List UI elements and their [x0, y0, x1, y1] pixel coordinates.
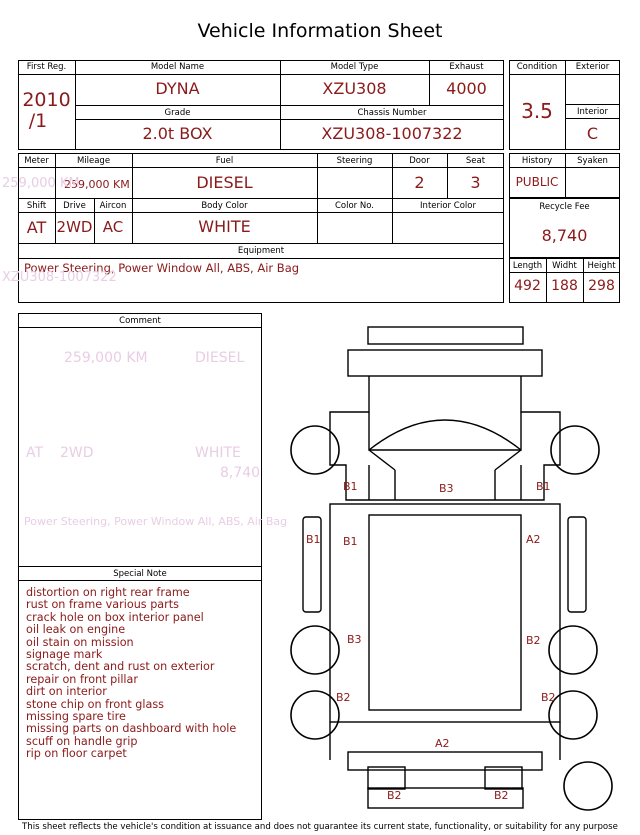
wheel — [549, 626, 597, 674]
length-label: Length — [512, 261, 543, 271]
exterior-label: Exterior — [575, 62, 610, 72]
damage-label: B2 — [336, 691, 351, 704]
mileage-value: 259,000 KM — [64, 178, 130, 191]
damage-label: B2 — [387, 789, 402, 802]
body-color-label: Body Color — [201, 201, 248, 211]
ghost-text: Power Steering, Power Window All, ABS, Air Bag — [24, 515, 288, 528]
damage-label: A2 — [435, 737, 450, 750]
interior-label: Interior — [576, 107, 608, 117]
disclaimer-footer: This sheet reflects the vehicle's condition at issuance and does not guarantee its current state, functionality, or suitability for any purpose — [22, 822, 618, 832]
damage-label: B2 — [494, 789, 509, 802]
grade-label: Grade — [164, 108, 191, 118]
side-guard — [568, 517, 586, 612]
cab-pillar — [369, 450, 395, 470]
damage-label: B2 — [541, 691, 556, 704]
roof-panel — [368, 327, 523, 344]
ghost-text: 259,000 KM — [2, 176, 80, 191]
fuel-value: DIESEL — [196, 173, 253, 192]
wheel — [291, 426, 339, 474]
windshield — [369, 420, 521, 450]
ghost-text: XZU308-1007322 — [2, 270, 117, 285]
ghost-text: AT — [26, 445, 44, 461]
recycle-fee-value: 8,740 — [541, 226, 588, 245]
special-note-item: scuff on handle grip — [26, 734, 138, 748]
page-title: Vehicle Information Sheet — [197, 20, 443, 42]
special-note-item: repair on front pillar — [26, 672, 139, 686]
side-guard — [303, 517, 321, 612]
grade-value: 2.0t BOX — [142, 124, 213, 143]
special-note-item: rust on frame various parts — [26, 598, 179, 612]
model-name-value: DYNA — [155, 79, 200, 98]
height-value: 298 — [588, 278, 615, 294]
height-label: Height — [587, 261, 616, 271]
length-value: 492 — [514, 278, 541, 294]
aircon-label: Aircon — [99, 201, 127, 211]
wheel — [291, 691, 339, 739]
damage-label: B3 — [439, 482, 454, 495]
interior-color-label: Interior Color — [420, 201, 476, 211]
special-note-item: rip on floor carpet — [26, 747, 127, 761]
ghost-text: 8,740 — [220, 465, 261, 481]
front-bumper — [348, 350, 542, 376]
damage-label: B1 — [343, 535, 358, 548]
exhaust-value: 4000 — [446, 79, 487, 98]
wheel — [549, 691, 597, 739]
first-reg-year: 2010 — [22, 89, 71, 111]
special-note-item: oil leak on engine — [26, 623, 126, 637]
seat-label: Seat — [465, 156, 486, 166]
special-note-item: signage mark — [26, 648, 103, 662]
interior-value: C — [586, 124, 599, 143]
damage-label: B1 — [536, 480, 551, 493]
cargo-floor — [369, 515, 521, 710]
wheel — [291, 626, 339, 674]
special-notes-list — [26, 587, 236, 761]
chassis-number-value: XZU308-1007322 — [321, 124, 463, 143]
special-note-item: missing parts on dashboard with hole — [26, 722, 237, 736]
meter-label: Meter — [24, 156, 49, 166]
special-note-item: oil stain on mission — [26, 635, 134, 649]
ghost-text: 2WD — [60, 445, 94, 461]
cab-front — [369, 412, 521, 450]
damage-label: B1 — [306, 533, 321, 546]
ghost-text: WHITE — [195, 445, 241, 461]
condition-value: 3.5 — [521, 99, 553, 123]
damage-label: A2 — [526, 533, 541, 546]
recycle-fee-label: Recycle Fee — [539, 202, 590, 212]
damage-label: B1 — [343, 480, 358, 493]
special-note-label: Special Note — [113, 569, 167, 579]
history-label: History — [521, 156, 553, 166]
width-value: 188 — [551, 278, 578, 294]
door-label: Door — [409, 156, 430, 166]
damage-label: B3 — [347, 633, 362, 646]
body-color-value: WHITE — [198, 217, 251, 236]
special-note-item: distortion on right rear frame — [26, 586, 190, 599]
fuel-label: Fuel — [215, 156, 234, 166]
comment-label: Comment — [119, 316, 161, 326]
shift-value: AT — [26, 218, 47, 237]
wheel — [551, 426, 599, 474]
damage-label: B2 — [526, 634, 541, 647]
door-value: 2 — [414, 173, 425, 192]
ghost-text: DIESEL — [195, 350, 245, 366]
model-name-label: Model Name — [150, 62, 205, 72]
first-reg-label: First Reg. — [26, 62, 67, 72]
condition-label: Condition — [516, 62, 558, 72]
cab-pillar — [495, 450, 521, 470]
model-type-value: XZU308 — [322, 79, 387, 98]
spare-wheel-position — [564, 762, 612, 810]
exhaust-label: Exhaust — [449, 62, 484, 72]
seat-value: 3 — [470, 173, 481, 192]
model-type-label: Model Type — [330, 62, 379, 72]
special-note-item: stone chip on front glass — [26, 697, 164, 711]
drive-label: Drive — [63, 201, 86, 211]
mileage-label: Mileage — [76, 156, 111, 166]
chassis-number-label: Chassis Number — [357, 108, 427, 118]
equipment-value: Power Steering, Power Window All, ABS, Air Bag — [24, 261, 300, 275]
special-note-item: crack hole on box interior panel — [26, 610, 204, 624]
syaken-label: Syaken — [577, 156, 608, 166]
ghost-text: 259,000 KM — [64, 350, 148, 366]
color-no-label: Color No. — [334, 201, 374, 211]
equipment-label: Equipment — [237, 246, 285, 256]
shift-label: Shift — [26, 201, 47, 211]
steering-label: Steering — [336, 156, 373, 166]
special-note-item: missing spare tire — [26, 710, 126, 724]
first-reg-month: /1 — [28, 110, 48, 132]
width-label: Widht — [552, 261, 577, 271]
aircon-value: AC — [102, 218, 124, 236]
special-note-item: scratch, dent and rust on exterior — [26, 660, 215, 674]
truck-damage-diagram — [285, 320, 625, 820]
history-value: PUBLIC — [515, 175, 559, 189]
drive-value: 2WD — [56, 218, 93, 236]
special-note-item: dirt on interior — [26, 685, 107, 699]
